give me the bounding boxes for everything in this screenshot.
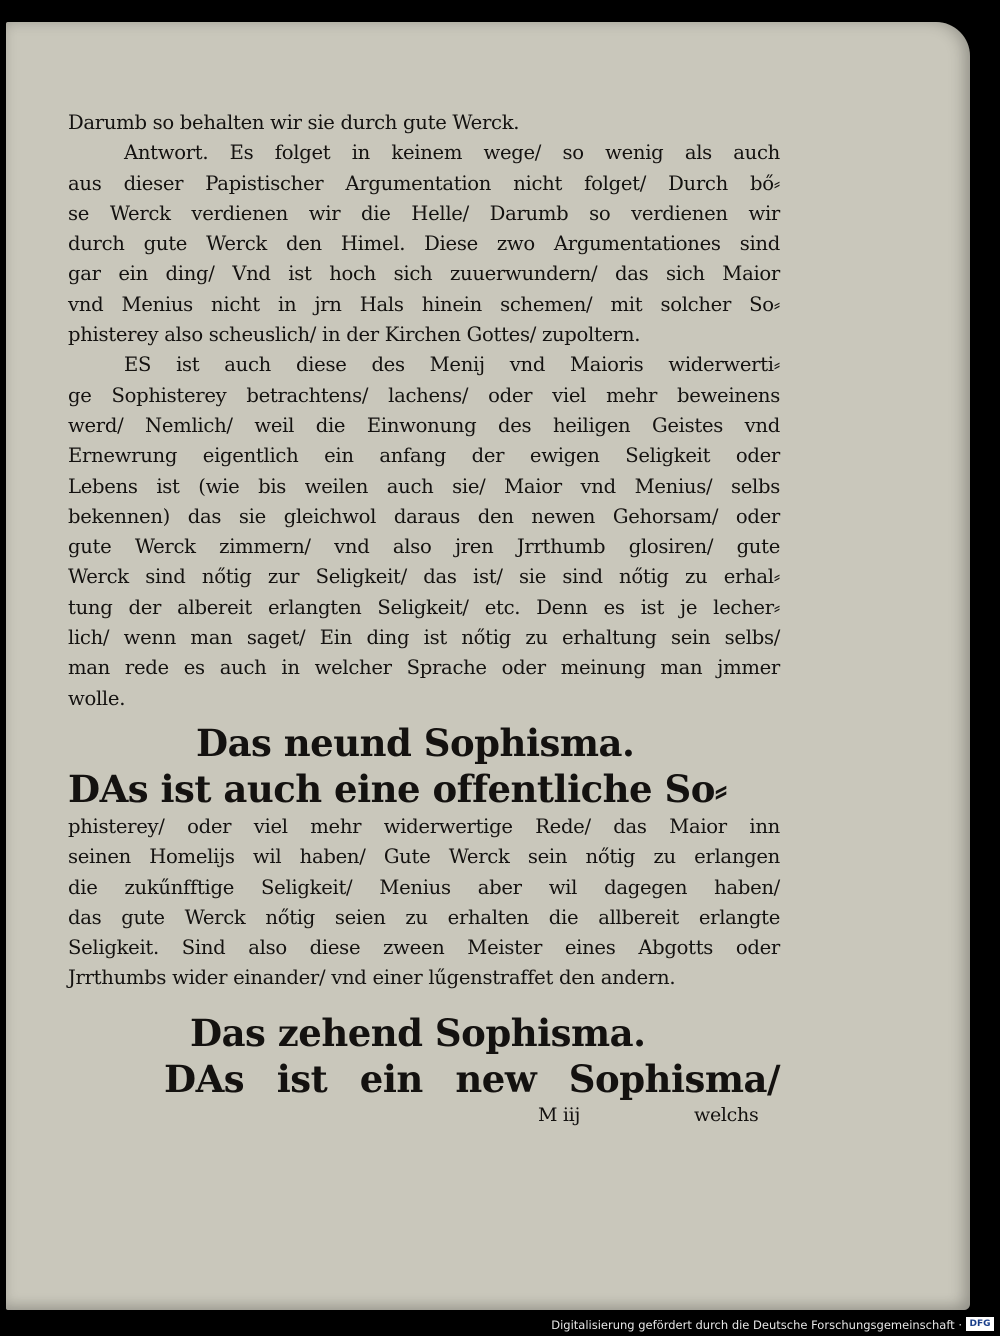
text-line: aus dieser Papistischer Argumentation nicht folget/ Durch bő⸗ xyxy=(68,171,780,195)
text-line: ge Sophisterey betrachtens/ lachens/ oder viel mehr beweinens xyxy=(68,383,780,407)
text-line: gute Werck zimmern/ vnd also jren Jrrthumb glosiren/ gute xyxy=(68,535,780,559)
text-line: das gute Werck nőtig seien zu erhalten die allbereit erlangte xyxy=(68,905,780,929)
text-line: durch gute Werck den Himel. Diese zwo Argumentationes sind xyxy=(68,232,780,256)
text-line: phisterey also scheuslich/ in der Kirchen Gottes/ zupoltern. xyxy=(68,323,641,347)
text-line: Darumb so behalten wir sie durch gute Werck. xyxy=(68,111,520,134)
text-line: seinen Homelijs wil haben/ Gute Werck sein nőtig zu erlangen xyxy=(68,845,780,869)
page-signature-row xyxy=(68,1102,780,1128)
text-line: werd/ Nemlich/ weil die Einwonung des heiligen Geistes vnd xyxy=(68,413,780,437)
page-text-block xyxy=(68,108,780,1128)
text-line: bekennen) das sie gleichwol daraus den newen Gehorsam/ oder xyxy=(68,504,780,528)
text-line: wolle. xyxy=(68,686,126,710)
text-line: ES ist auch diese des Menij vnd Maioris widerwerti⸗ xyxy=(124,353,780,377)
section-initial-line-nine: DAs ist auch eine offentliche So⸗ xyxy=(68,766,727,811)
text-line: Lebens ist (wie bis weilen auch sie/ Maior vnd Menius/ selbs xyxy=(68,474,780,498)
text-line: phisterey/ oder viel mehr widerwertige Rede/ das Maior inn xyxy=(68,814,780,838)
text-line: tung der albereit erlangten Seligkeit/ etc. Denn es ist je lecher⸗ xyxy=(68,595,780,619)
footer-bar xyxy=(0,1314,1000,1336)
text-line: gar ein ding/ Vnd ist hoch sich zuuerwundern/ das sich Maior xyxy=(68,262,780,286)
section-heading-ten: Das zehend Sophisma. xyxy=(190,1010,646,1055)
text-line: Seligkeit. Sind also diese zween Meister eines Abgotts oder xyxy=(68,936,780,960)
signature-mark: M iij xyxy=(538,1103,581,1126)
book-page xyxy=(6,22,970,1310)
catchword: welchs xyxy=(694,1103,759,1126)
text-line: Ernewrung eigentlich ein anfang der ewigen Seligkeit oder xyxy=(68,444,780,468)
text-line: Antwort. Es folget in keinem wege/ so wenig als auch xyxy=(124,141,780,165)
text-line: man rede es auch in welcher Sprache oder meinung man jmmer xyxy=(68,656,780,680)
section-initial-line-ten: DAs ist ein new Sophisma/ xyxy=(164,1056,780,1101)
text-line: vnd Menius nicht in jrn Hals hinein schemen/ mit solcher So⸗ xyxy=(68,292,780,316)
text-line: Werck sind nőtig zur Seligkeit/ das ist/ sie sind nőtig zu erhal⸗ xyxy=(68,565,780,589)
dfg-logo: DFG xyxy=(966,1317,994,1331)
section-heading-nine: Das neund Sophisma. xyxy=(196,720,635,765)
text-line: die zukűnfftige Seligkeit/ Menius aber wil dagegen haben/ xyxy=(68,875,780,899)
text-line: lich/ wenn man saget/ Ein ding ist nőtig zu erhaltung sein selbs/ xyxy=(68,626,780,650)
funding-notice: Digitalisierung gefördert durch die Deutsche Forschungsgemeinschaft · xyxy=(551,1318,962,1332)
text-line: Jrrthumbs wider einander/ vnd einer lűgenstraffet den andern. xyxy=(68,966,676,990)
text-line: se Werck verdienen wir die Helle/ Darumb so verdienen wir xyxy=(68,201,780,225)
